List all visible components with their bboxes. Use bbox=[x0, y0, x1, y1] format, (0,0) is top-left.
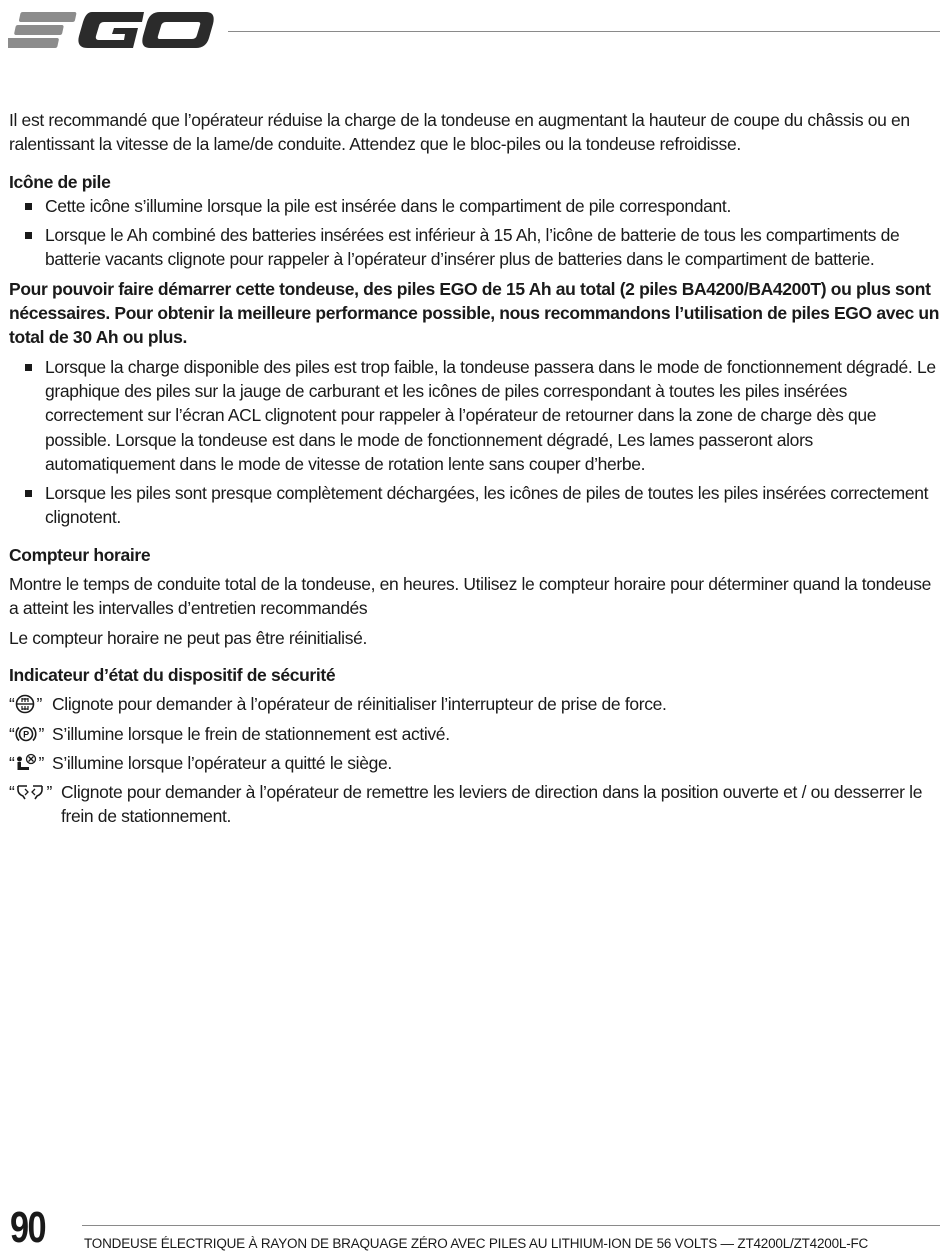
list-item: Lorsque les piles sont presque complètement déchargées, les icônes de piles de toutes les piles insérées correctement clignotent. bbox=[9, 481, 941, 530]
footer-rule bbox=[82, 1225, 940, 1226]
parking-brake-icon bbox=[15, 724, 37, 744]
safety-indicator-text: S’illumine lorsque le frein de stationnement est activé. bbox=[52, 723, 450, 744]
battery-status-list bbox=[9, 355, 941, 530]
safety-indicator-item: “ ” S’illumine lorsque l’opérateur a quitté le siège. bbox=[9, 752, 392, 773]
page-number: 90 bbox=[10, 1203, 46, 1252]
hour-meter-reset-note: Le compteur horaire ne peut pas être réinitialisé. bbox=[9, 627, 367, 648]
page-footer bbox=[0, 1196, 950, 1260]
section-heading-battery-icon: Icône de pile bbox=[9, 171, 111, 192]
steering-levers-icon bbox=[15, 782, 45, 802]
safety-indicator-text: Clignote pour demander à l’opérateur de réinitialiser l’interrupteur de prise de force. bbox=[52, 694, 667, 715]
hour-meter-paragraph: Montre le temps de conduite total de la tondeuse, en heures. Utilisez le compteur horaire pour déterminer quand la tondeuse a atteint les intervalles d’entretien recommandés bbox=[9, 574, 931, 619]
list-item: Lorsque la charge disponible des piles est trop faible, la tondeuse passera dans le mode de fonctionnement dégradé. Le graphique des piles sur la jauge de carburant et les icônes de piles correspondant à toutes les piles insérées correctement sur l’écran ACL clignotent pour rappeler à l’opérateur de retourner dans la zone de charge dès que possible. Lorsque la tondeuse est dans le mode de fonctionnement dégradé, Les lames passeront alors automatiquement dans le mode de vitesse de rotation lente sans couper d’herbe. bbox=[9, 355, 941, 476]
list-item: Cette icône s’illumine lorsque la pile est insérée dans le compartiment de pile correspondant. bbox=[9, 194, 941, 218]
battery-icon-list bbox=[9, 194, 941, 272]
pto-switch-icon bbox=[15, 694, 35, 714]
ego-logo bbox=[8, 6, 214, 54]
safety-indicator-item: “ ” Clignote pour demander à l’opérateur de réinitialiser l’interrupteur de prise de force. bbox=[9, 694, 667, 715]
battery-requirement-note: Pour pouvoir faire démarrer cette tondeuse, des piles EGO de 15 Ah au total (2 piles BA4200/BA4200T) ou plus sont nécessaires. Pour obtenir la meilleure performance possible, nous recommandons l’utilisation de piles EGO avec un total de 30 Ah ou plus. bbox=[9, 278, 940, 348]
section-heading-hour-meter: Compteur horaire bbox=[9, 544, 151, 565]
safety-indicator-text: S’illumine lorsque l’opérateur a quitté le siège. bbox=[52, 752, 392, 773]
operator-seat-icon bbox=[15, 753, 37, 773]
page-header bbox=[0, 0, 950, 60]
safety-indicator-item: “ P ” S’illumine lorsque le frein de stationnement est activé. bbox=[9, 723, 450, 744]
footer-title: TONDEUSE ÉLECTRIQUE À RAYON DE BRAQUAGE ZÉRO AVEC PILES AU LITHIUM-ION DE 56 VOLTS — ZT4200L/ZT4200L-FC bbox=[84, 1236, 869, 1251]
safety-indicator-item: “ ” Clignote pour demander à l’opérateur de remettre les leviers de direction dans la position ouverte et / ou desserrer le frein de stationnement. bbox=[9, 782, 923, 827]
svg-text:P: P bbox=[23, 729, 30, 740]
page-content bbox=[9, 108, 941, 834]
section-heading-safety-indicator: Indicateur d’état du dispositif de sécurité bbox=[9, 664, 336, 685]
safety-indicator-text: Clignote pour demander à l’opérateur de remettre les leviers de direction dans la position ouverte et / ou desserrer le frein de stationnement. bbox=[61, 782, 923, 827]
header-rule bbox=[228, 31, 940, 32]
intro-paragraph: Il est recommandé que l’opérateur réduise la charge de la tondeuse en augmentant la hauteur de coupe du châssis ou en ralentissant la vitesse de la lame/de conduite. Attendez que le bloc-piles ou la tondeuse refroidisse. bbox=[9, 110, 910, 155]
list-item: Lorsque le Ah combiné des batteries insérées est inférieur à 15 Ah, l’icône de batterie de tous les compartiments de batterie vacants clignote pour rappeler à l’opérateur d’insérer plus de batteries dans le compartiment de batterie. bbox=[9, 223, 941, 272]
